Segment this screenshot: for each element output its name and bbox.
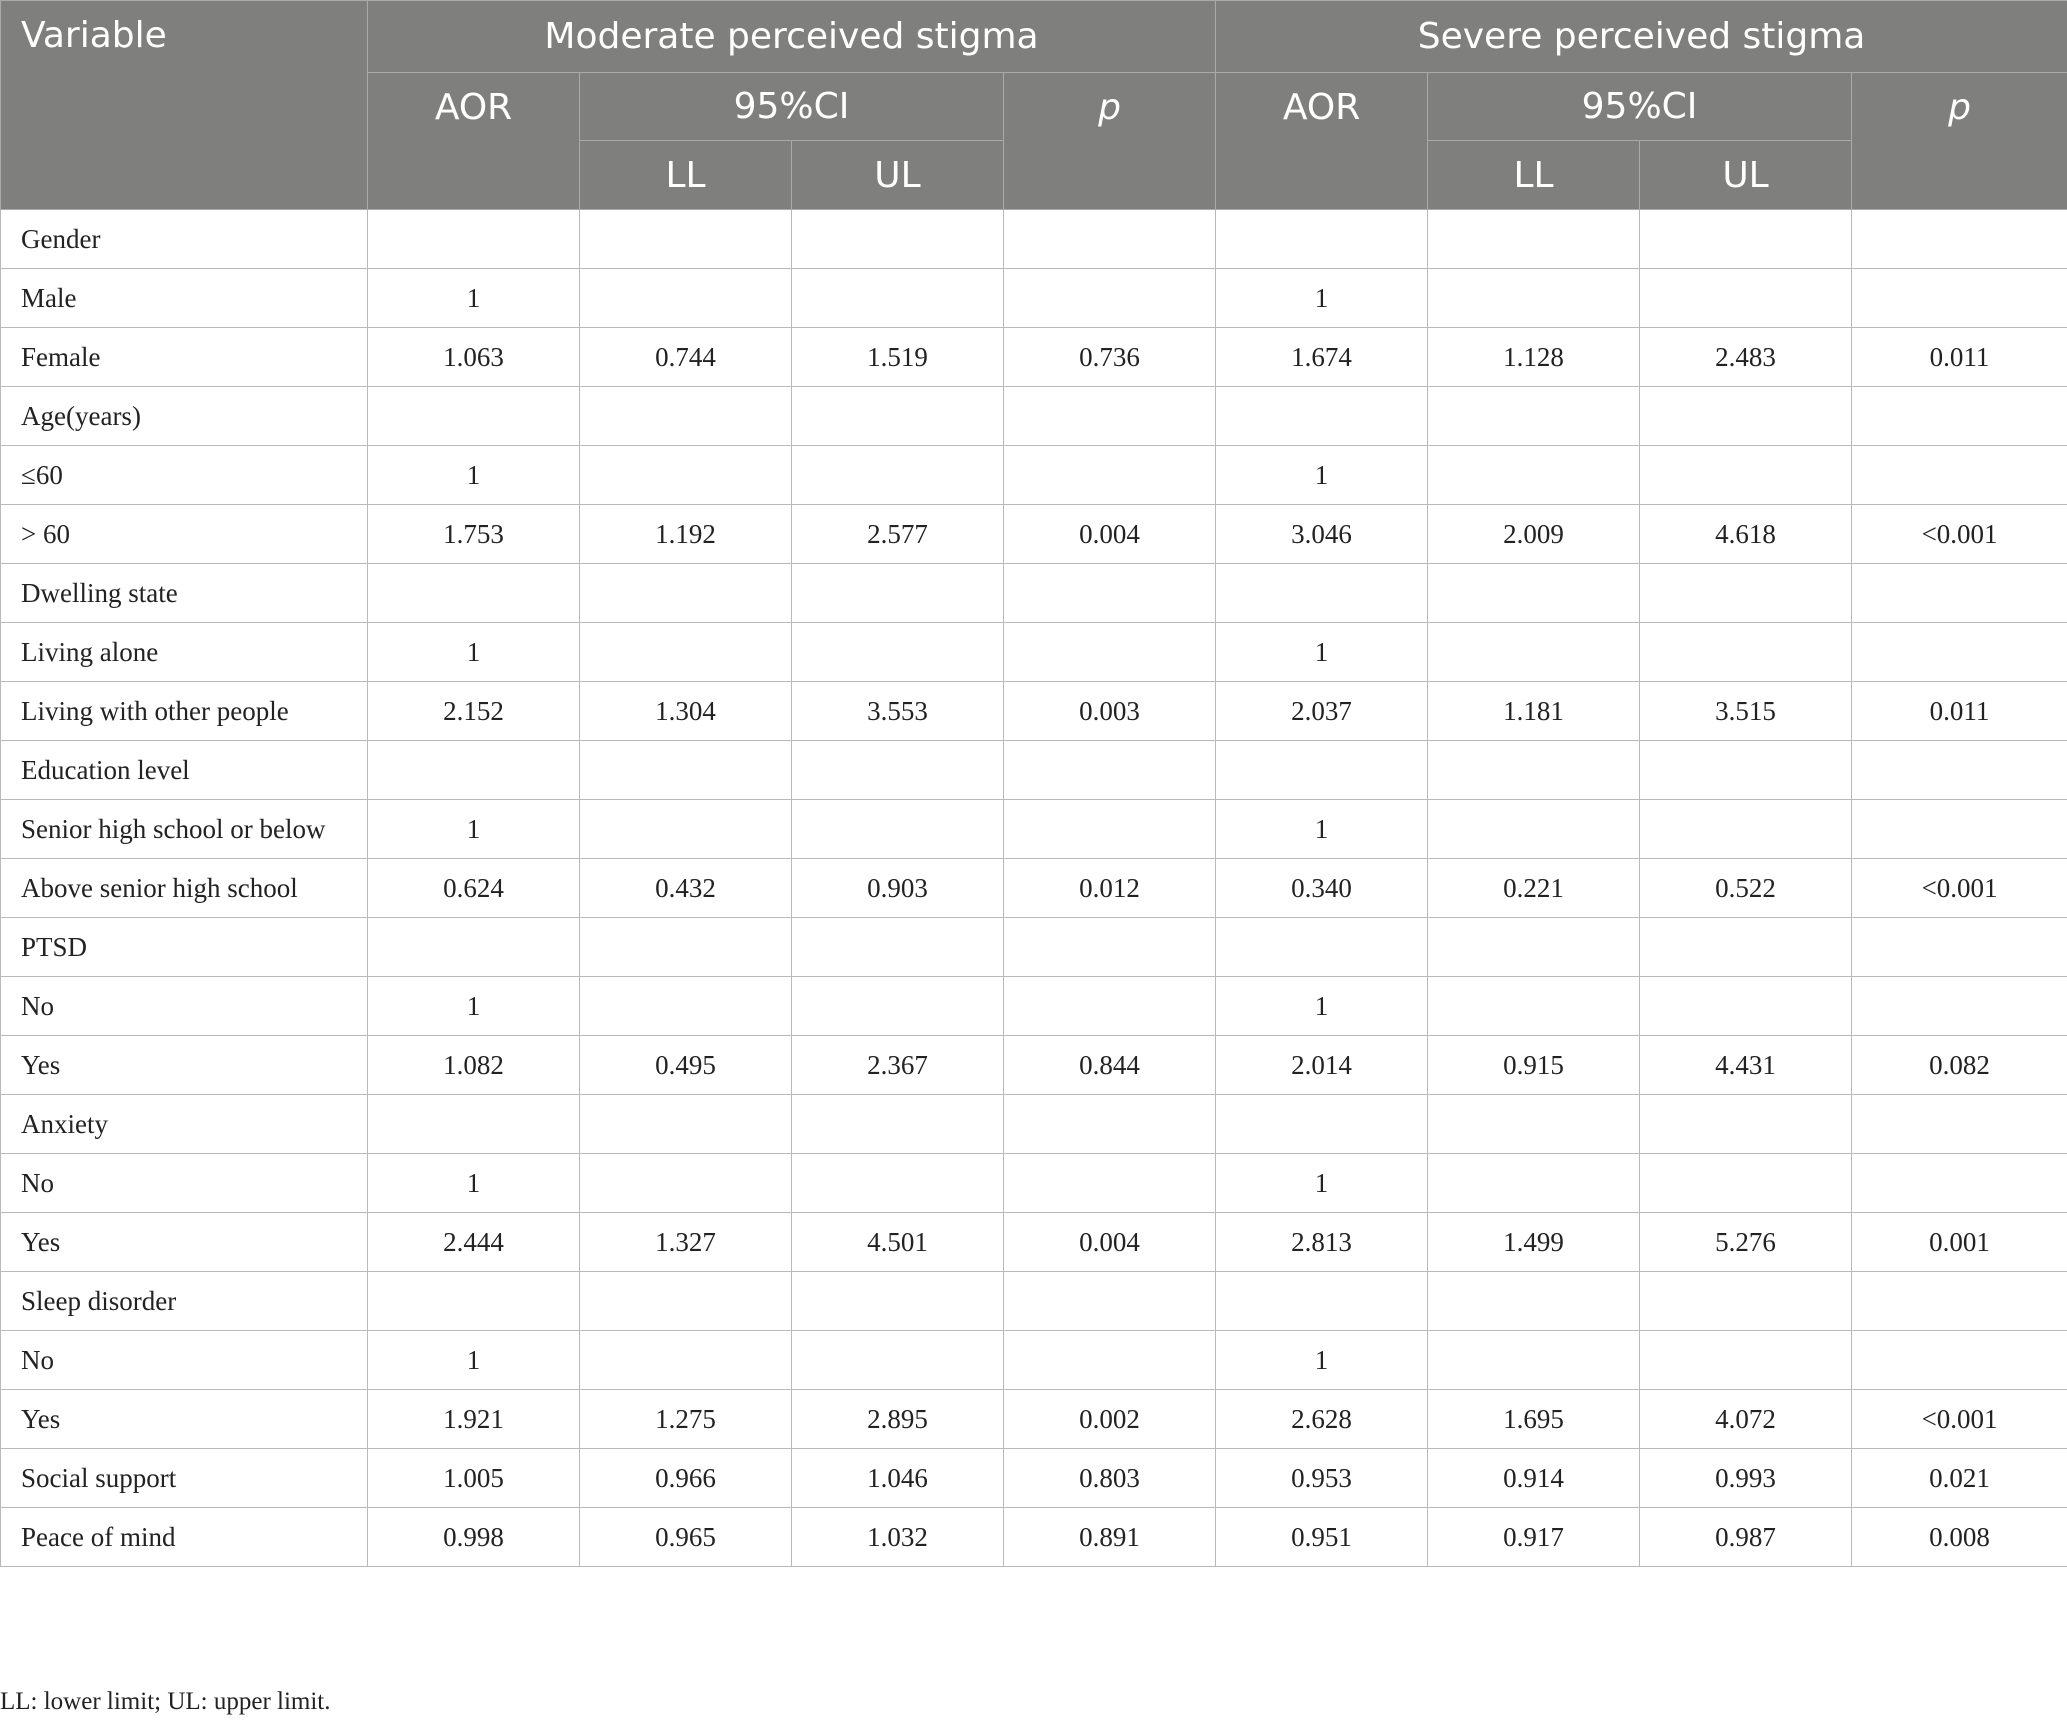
cell-m-ll: 0.495 xyxy=(580,1036,792,1095)
row-label: PTSD xyxy=(1,918,368,977)
cell-m-ul xyxy=(792,387,1004,446)
cell-s-ul: 0.993 xyxy=(1640,1449,1852,1508)
cell-s-ul xyxy=(1640,210,1852,269)
cell-m-ul xyxy=(792,741,1004,800)
cell-m-p xyxy=(1004,1331,1216,1390)
cell-s-ll xyxy=(1428,1154,1640,1213)
cell-m-aor xyxy=(368,210,580,269)
cell-s-aor: 2.628 xyxy=(1216,1390,1428,1449)
cell-s-ll: 1.181 xyxy=(1428,682,1640,741)
cell-m-aor: 0.624 xyxy=(368,859,580,918)
row-label: Dwelling state xyxy=(1,564,368,623)
cell-s-p xyxy=(1852,1095,2067,1154)
cell-m-aor xyxy=(368,918,580,977)
cell-m-ul xyxy=(792,1331,1004,1390)
cell-m-p xyxy=(1004,269,1216,328)
cell-m-p: 0.004 xyxy=(1004,505,1216,564)
cell-s-ll: 1.128 xyxy=(1428,328,1640,387)
cell-m-p: 0.844 xyxy=(1004,1036,1216,1095)
cell-m-ll: 1.304 xyxy=(580,682,792,741)
cell-s-p xyxy=(1852,800,2067,859)
cell-m-aor xyxy=(368,564,580,623)
cell-m-p xyxy=(1004,1154,1216,1213)
cell-s-ul: 4.072 xyxy=(1640,1390,1852,1449)
cell-m-ll: 0.966 xyxy=(580,1449,792,1508)
row-label: Yes xyxy=(1,1213,368,1272)
cell-m-ul xyxy=(792,564,1004,623)
row-label: No xyxy=(1,977,368,1036)
cell-s-ul xyxy=(1640,1331,1852,1390)
cell-m-ll: 1.275 xyxy=(580,1390,792,1449)
row-label: Education level xyxy=(1,741,368,800)
cell-s-ul xyxy=(1640,741,1852,800)
cell-m-aor: 1.063 xyxy=(368,328,580,387)
cell-m-p: 0.891 xyxy=(1004,1508,1216,1567)
table-row xyxy=(1,741,2067,800)
cell-m-aor: 1.753 xyxy=(368,505,580,564)
header-variable: Variable xyxy=(1,1,368,210)
cell-m-p: 0.736 xyxy=(1004,328,1216,387)
cell-s-p xyxy=(1852,1331,2067,1390)
header-severe-p: p xyxy=(1852,73,2067,210)
cell-m-ul: 4.501 xyxy=(792,1213,1004,1272)
cell-m-p xyxy=(1004,623,1216,682)
cell-s-ll xyxy=(1428,977,1640,1036)
cell-m-ll xyxy=(580,1095,792,1154)
row-label: Living with other people xyxy=(1,682,368,741)
table-row xyxy=(1,1095,2067,1154)
cell-s-p xyxy=(1852,1154,2067,1213)
cell-m-ul: 1.046 xyxy=(792,1449,1004,1508)
cell-s-ll xyxy=(1428,446,1640,505)
cell-s-p: 0.001 xyxy=(1852,1213,2067,1272)
cell-s-ul: 0.522 xyxy=(1640,859,1852,918)
cell-s-ll xyxy=(1428,269,1640,328)
cell-m-ul xyxy=(792,800,1004,859)
cell-m-ll xyxy=(580,800,792,859)
cell-s-p: 0.008 xyxy=(1852,1508,2067,1567)
cell-m-ul xyxy=(792,446,1004,505)
table-row xyxy=(1,1036,2067,1095)
cell-s-ul: 3.515 xyxy=(1640,682,1852,741)
cell-m-ul xyxy=(792,623,1004,682)
cell-m-aor: 1 xyxy=(368,269,580,328)
cell-s-ll xyxy=(1428,623,1640,682)
cell-m-ll xyxy=(580,269,792,328)
cell-s-aor: 0.953 xyxy=(1216,1449,1428,1508)
cell-s-ll xyxy=(1428,1272,1640,1331)
cell-m-p: 0.004 xyxy=(1004,1213,1216,1272)
cell-m-p xyxy=(1004,977,1216,1036)
cell-s-ll: 1.695 xyxy=(1428,1390,1640,1449)
cell-s-ul xyxy=(1640,1154,1852,1213)
cell-s-ll xyxy=(1428,564,1640,623)
cell-m-p: 0.002 xyxy=(1004,1390,1216,1449)
table-row xyxy=(1,210,2067,269)
cell-s-ll: 2.009 xyxy=(1428,505,1640,564)
row-label: Yes xyxy=(1,1036,368,1095)
cell-m-aor: 1.921 xyxy=(368,1390,580,1449)
cell-s-aor: 1 xyxy=(1216,1154,1428,1213)
row-label: No xyxy=(1,1331,368,1390)
cell-m-p xyxy=(1004,210,1216,269)
cell-m-ul: 0.903 xyxy=(792,859,1004,918)
cell-s-ul xyxy=(1640,977,1852,1036)
cell-m-p xyxy=(1004,741,1216,800)
cell-m-ll xyxy=(580,387,792,446)
cell-m-ll: 0.432 xyxy=(580,859,792,918)
cell-s-p xyxy=(1852,269,2067,328)
cell-s-ll xyxy=(1428,1331,1640,1390)
cell-m-ul xyxy=(792,269,1004,328)
cell-m-ul: 1.032 xyxy=(792,1508,1004,1567)
cell-s-ul: 2.483 xyxy=(1640,328,1852,387)
header-severe-stigma: Severe perceived stigma xyxy=(1216,1,2067,73)
cell-s-ll xyxy=(1428,741,1640,800)
cell-s-aor xyxy=(1216,387,1428,446)
table-row xyxy=(1,800,2067,859)
table-row xyxy=(1,977,2067,1036)
row-label: Yes xyxy=(1,1390,368,1449)
row-label: ≤60 xyxy=(1,446,368,505)
cell-s-ll xyxy=(1428,918,1640,977)
header-moderate-ll: LL xyxy=(580,141,792,210)
header-moderate-p: p xyxy=(1004,73,1216,210)
cell-m-p xyxy=(1004,800,1216,859)
table-row xyxy=(1,623,2067,682)
table-row xyxy=(1,1154,2067,1213)
cell-m-aor xyxy=(368,1272,580,1331)
header-moderate-aor: AOR xyxy=(368,73,580,210)
cell-m-aor: 2.444 xyxy=(368,1213,580,1272)
cell-s-aor xyxy=(1216,210,1428,269)
row-label: Peace of mind xyxy=(1,1508,368,1567)
cell-s-p: <0.001 xyxy=(1852,1390,2067,1449)
cell-s-ll: 0.915 xyxy=(1428,1036,1640,1095)
cell-m-ll xyxy=(580,977,792,1036)
cell-s-aor: 3.046 xyxy=(1216,505,1428,564)
cell-m-ll xyxy=(580,446,792,505)
cell-m-aor xyxy=(368,1095,580,1154)
table-row xyxy=(1,328,2067,387)
cell-s-aor: 2.014 xyxy=(1216,1036,1428,1095)
header-severe-ul: UL xyxy=(1640,141,1852,210)
cell-s-ul: 4.431 xyxy=(1640,1036,1852,1095)
cell-s-aor: 1.674 xyxy=(1216,328,1428,387)
table-row xyxy=(1,446,2067,505)
header-moderate-ul: UL xyxy=(792,141,1004,210)
row-label: Gender xyxy=(1,210,368,269)
cell-s-ul xyxy=(1640,446,1852,505)
table-row xyxy=(1,1390,2067,1449)
cell-m-aor: 1 xyxy=(368,977,580,1036)
cell-s-p: 0.011 xyxy=(1852,682,2067,741)
table-row xyxy=(1,269,2067,328)
table-row xyxy=(1,918,2067,977)
header-moderate-ci: 95%CI xyxy=(580,73,1004,141)
row-label: > 60 xyxy=(1,505,368,564)
table-footnote: LL: lower limit; UL: upper limit. xyxy=(0,1688,331,1715)
cell-s-aor xyxy=(1216,1272,1428,1331)
row-label: Senior high school or below xyxy=(1,800,368,859)
cell-s-ll: 1.499 xyxy=(1428,1213,1640,1272)
row-label: Sleep disorder xyxy=(1,1272,368,1331)
cell-s-ll xyxy=(1428,1095,1640,1154)
table-row xyxy=(1,1272,2067,1331)
cell-m-ll xyxy=(580,623,792,682)
cell-s-p: 0.082 xyxy=(1852,1036,2067,1095)
cell-m-aor: 2.152 xyxy=(368,682,580,741)
cell-s-aor xyxy=(1216,918,1428,977)
cell-m-p xyxy=(1004,387,1216,446)
table-row xyxy=(1,387,2067,446)
cell-m-aor: 1 xyxy=(368,1331,580,1390)
cell-s-aor xyxy=(1216,1095,1428,1154)
cell-s-ul: 5.276 xyxy=(1640,1213,1852,1272)
header-severe-ci: 95%CI xyxy=(1428,73,1852,141)
cell-s-p xyxy=(1852,741,2067,800)
cell-m-ul: 3.553 xyxy=(792,682,1004,741)
cell-m-ll xyxy=(580,1154,792,1213)
cell-s-aor: 1 xyxy=(1216,623,1428,682)
cell-s-ll: 0.917 xyxy=(1428,1508,1640,1567)
cell-m-ll xyxy=(580,564,792,623)
cell-s-p xyxy=(1852,918,2067,977)
cell-m-p: 0.803 xyxy=(1004,1449,1216,1508)
cell-m-aor: 1.082 xyxy=(368,1036,580,1095)
cell-s-p xyxy=(1852,1272,2067,1331)
cell-s-ll: 0.914 xyxy=(1428,1449,1640,1508)
row-label: Age(years) xyxy=(1,387,368,446)
cell-s-aor: 0.340 xyxy=(1216,859,1428,918)
table-row xyxy=(1,1508,2067,1567)
cell-s-p: 0.011 xyxy=(1852,328,2067,387)
cell-s-ul xyxy=(1640,1095,1852,1154)
cell-m-ll xyxy=(580,210,792,269)
cell-s-p xyxy=(1852,387,2067,446)
header-severe-aor: AOR xyxy=(1216,73,1428,210)
cell-m-ll xyxy=(580,1272,792,1331)
cell-s-aor: 2.037 xyxy=(1216,682,1428,741)
cell-s-p: <0.001 xyxy=(1852,859,2067,918)
cell-s-p xyxy=(1852,623,2067,682)
cell-s-aor xyxy=(1216,741,1428,800)
cell-m-ll: 1.192 xyxy=(580,505,792,564)
cell-s-ll xyxy=(1428,210,1640,269)
cell-m-aor: 1 xyxy=(368,800,580,859)
cell-m-aor: 1.005 xyxy=(368,1449,580,1508)
cell-m-ul: 2.895 xyxy=(792,1390,1004,1449)
cell-m-aor: 1 xyxy=(368,1154,580,1213)
cell-s-ul: 0.987 xyxy=(1640,1508,1852,1567)
table-row xyxy=(1,505,2067,564)
cell-m-ll xyxy=(580,918,792,977)
cell-m-ul: 2.367 xyxy=(792,1036,1004,1095)
cell-s-ul xyxy=(1640,387,1852,446)
cell-m-p xyxy=(1004,1272,1216,1331)
table-body xyxy=(1,210,2067,1567)
table-row xyxy=(1,682,2067,741)
cell-m-ul xyxy=(792,1095,1004,1154)
header-moderate-stigma: Moderate perceived stigma xyxy=(368,1,1216,73)
cell-s-p xyxy=(1852,564,2067,623)
table-row xyxy=(1,859,2067,918)
cell-m-ul xyxy=(792,1154,1004,1213)
cell-s-p xyxy=(1852,446,2067,505)
cell-s-ul xyxy=(1640,1272,1852,1331)
cell-m-ul: 1.519 xyxy=(792,328,1004,387)
cell-m-p xyxy=(1004,564,1216,623)
row-label: Male xyxy=(1,269,368,328)
cell-s-p: 0.021 xyxy=(1852,1449,2067,1508)
cell-s-p xyxy=(1852,210,2067,269)
cell-s-ul xyxy=(1640,623,1852,682)
cell-s-ll: 0.221 xyxy=(1428,859,1640,918)
cell-s-ul xyxy=(1640,269,1852,328)
row-label: Social support xyxy=(1,1449,368,1508)
cell-s-ll xyxy=(1428,387,1640,446)
row-label: Above senior high school xyxy=(1,859,368,918)
header-severe-ll: LL xyxy=(1428,141,1640,210)
cell-m-aor: 1 xyxy=(368,623,580,682)
cell-m-ll xyxy=(580,741,792,800)
cell-s-ul xyxy=(1640,800,1852,859)
cell-s-ul xyxy=(1640,564,1852,623)
cell-s-p: <0.001 xyxy=(1852,505,2067,564)
cell-m-p xyxy=(1004,918,1216,977)
cell-s-aor: 1 xyxy=(1216,446,1428,505)
cell-m-ul xyxy=(792,918,1004,977)
cell-m-p: 0.012 xyxy=(1004,859,1216,918)
row-label: Anxiety xyxy=(1,1095,368,1154)
cell-s-aor: 1 xyxy=(1216,1331,1428,1390)
cell-m-aor xyxy=(368,387,580,446)
cell-m-ul xyxy=(792,210,1004,269)
cell-m-aor xyxy=(368,741,580,800)
cell-s-aor: 1 xyxy=(1216,269,1428,328)
cell-m-p xyxy=(1004,446,1216,505)
cell-s-aor xyxy=(1216,564,1428,623)
cell-m-aor: 1 xyxy=(368,446,580,505)
cell-m-p xyxy=(1004,1095,1216,1154)
cell-m-ul xyxy=(792,1272,1004,1331)
row-label: Female xyxy=(1,328,368,387)
cell-s-p xyxy=(1852,977,2067,1036)
table-row xyxy=(1,1213,2067,1272)
cell-s-aor: 1 xyxy=(1216,800,1428,859)
cell-m-ll: 0.744 xyxy=(580,328,792,387)
cell-m-ul: 2.577 xyxy=(792,505,1004,564)
cell-s-aor: 1 xyxy=(1216,977,1428,1036)
cell-s-aor: 2.813 xyxy=(1216,1213,1428,1272)
cell-m-ll: 0.965 xyxy=(580,1508,792,1567)
cell-s-aor: 0.951 xyxy=(1216,1508,1428,1567)
cell-s-ul xyxy=(1640,918,1852,977)
cell-s-ll xyxy=(1428,800,1640,859)
cell-m-p: 0.003 xyxy=(1004,682,1216,741)
row-label: Living alone xyxy=(1,623,368,682)
table-row xyxy=(1,564,2067,623)
cell-m-ll: 1.327 xyxy=(580,1213,792,1272)
cell-s-ul: 4.618 xyxy=(1640,505,1852,564)
cell-m-aor: 0.998 xyxy=(368,1508,580,1567)
table-row xyxy=(1,1331,2067,1390)
cell-m-ll xyxy=(580,1331,792,1390)
row-label: No xyxy=(1,1154,368,1213)
cell-m-ul xyxy=(792,977,1004,1036)
table-row xyxy=(1,1449,2067,1508)
